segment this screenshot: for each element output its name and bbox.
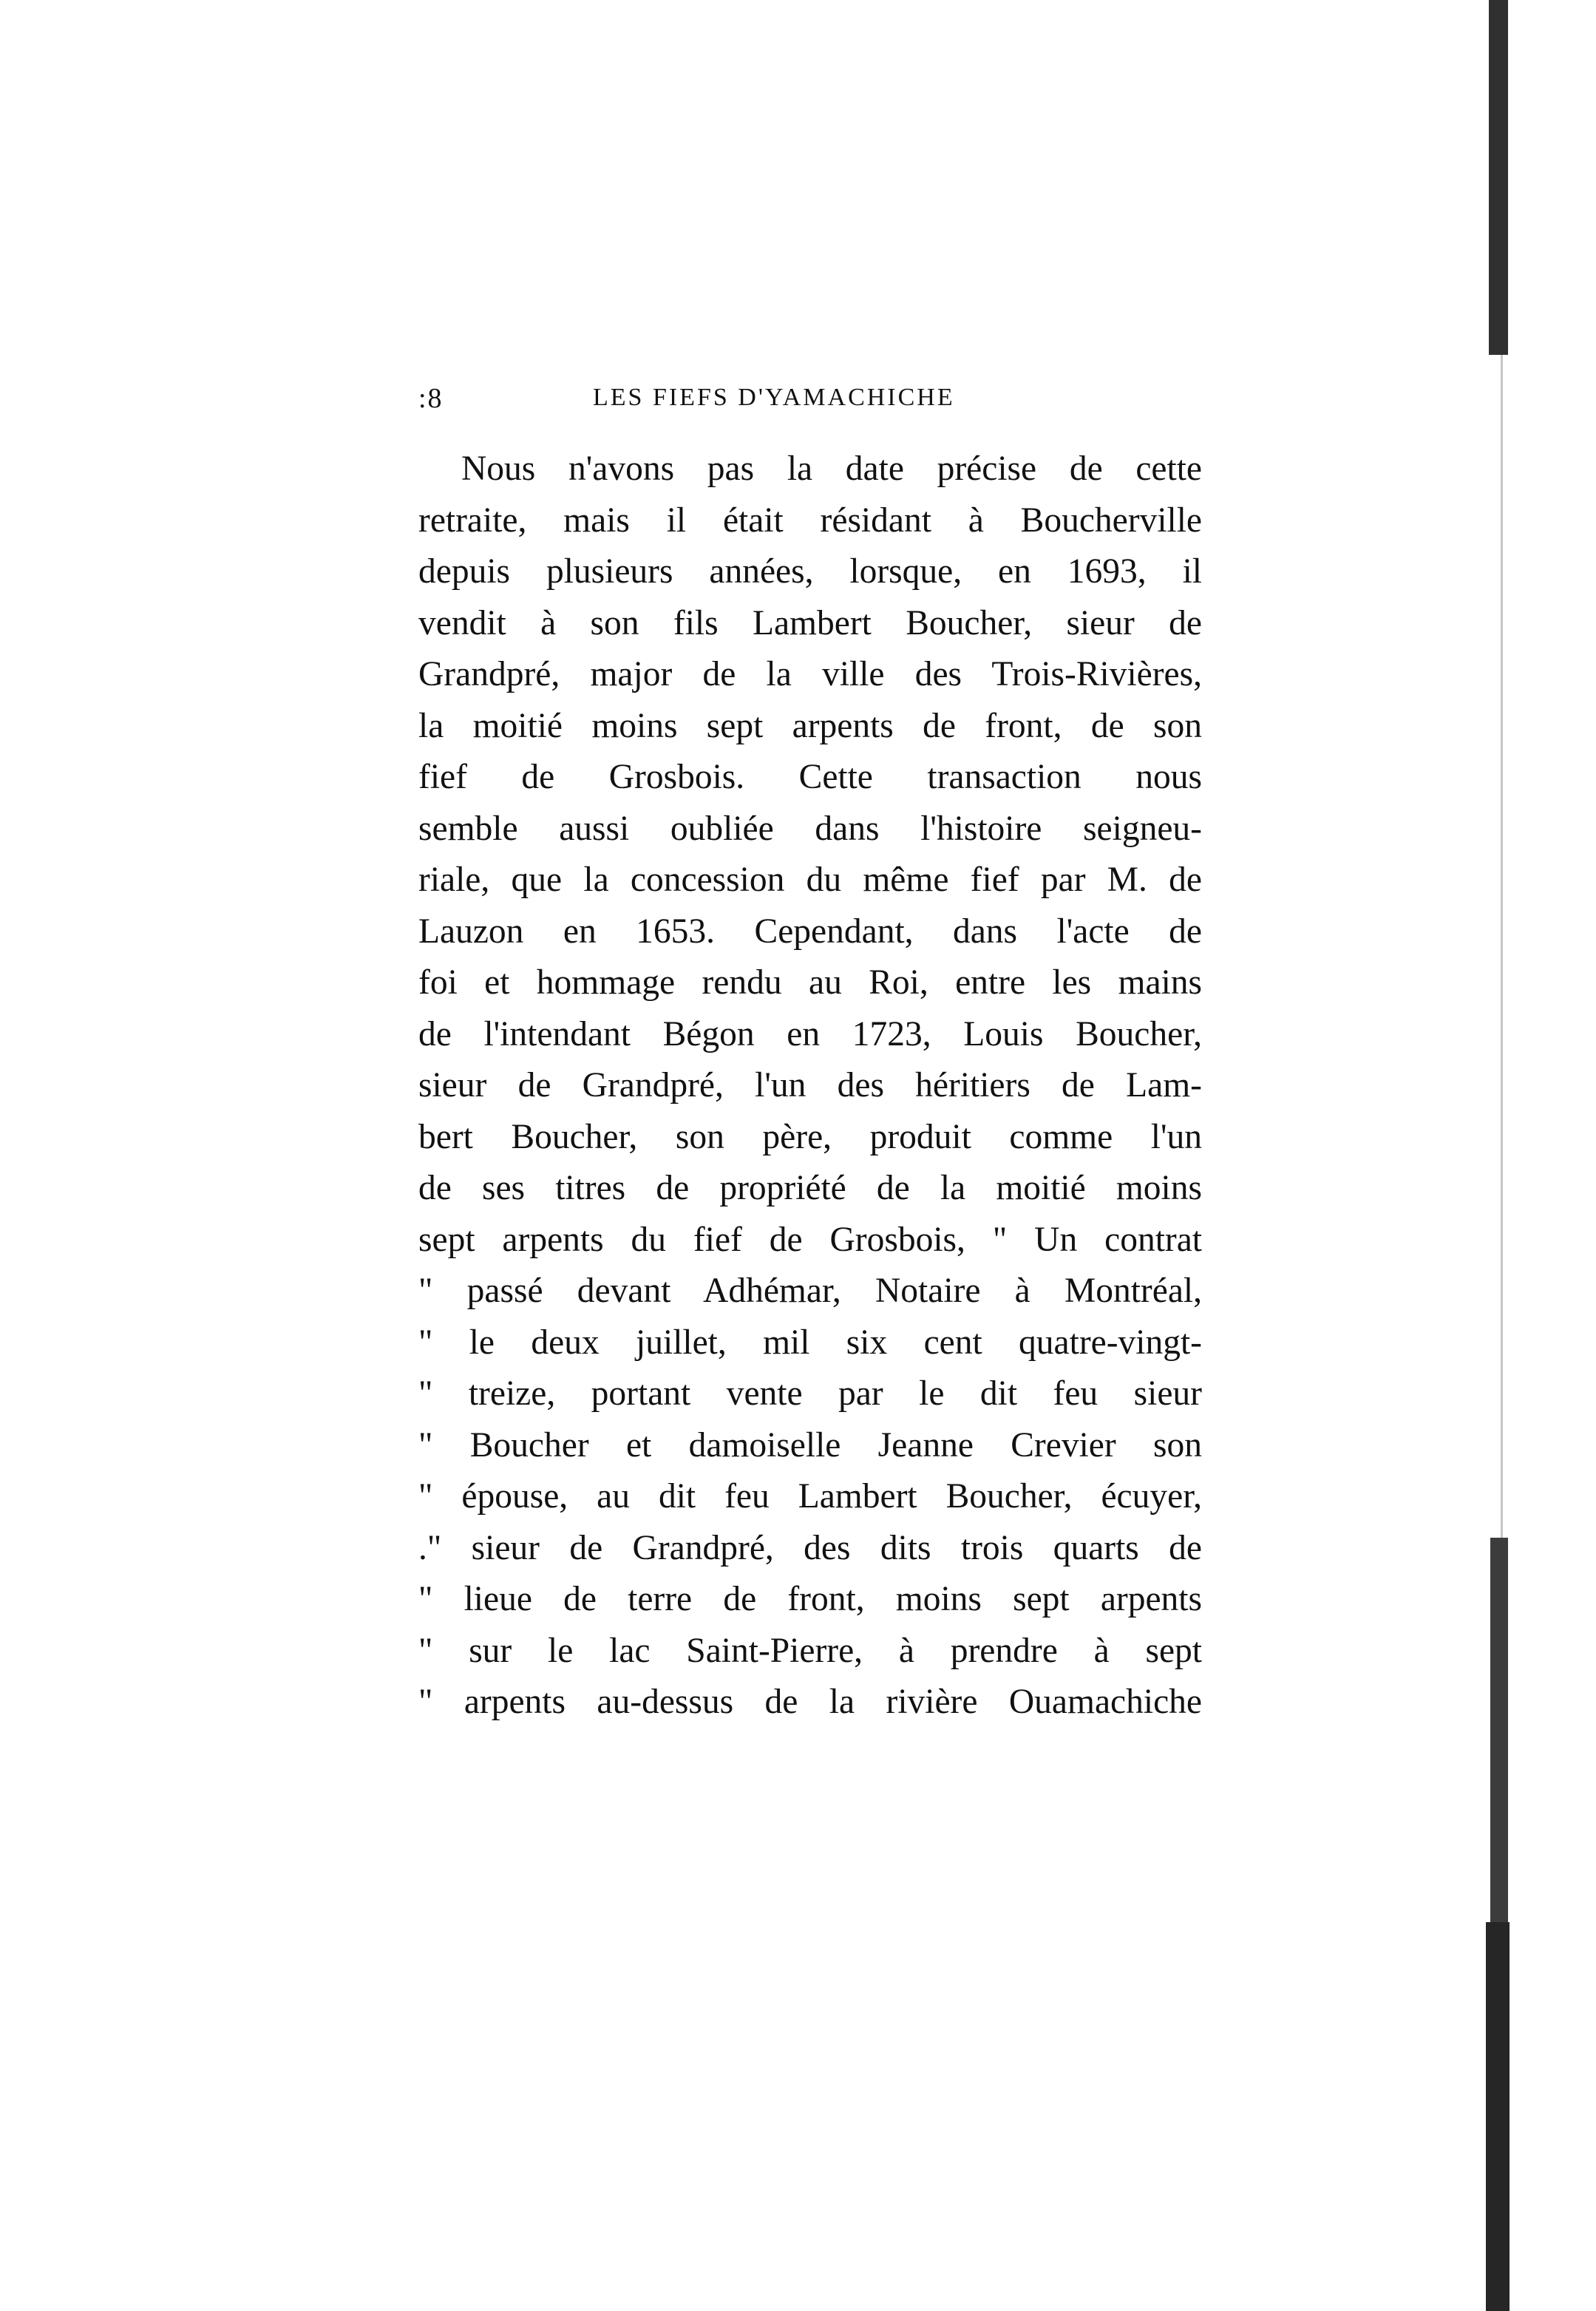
text-line: " treize, portant vente par le dit feu sieur <box>418 1374 1202 1413</box>
running-title: LES FIEFS D'YAMACHICHE <box>593 384 955 411</box>
text-line: " Boucher et damoiselle Jeanne Crevier son <box>418 1425 1202 1465</box>
text-line: " le deux juillet, mil six cent quatre-vingt- <box>418 1323 1202 1362</box>
running-head <box>418 382 1202 427</box>
text-line: ." sieur de Grandpré, des dits trois quarts de <box>418 1528 1202 1567</box>
edge-bar-mid <box>1490 1538 1508 1922</box>
text-line: vendit à son fils Lambert Boucher, sieur de <box>418 603 1202 642</box>
body-text <box>418 444 1202 1728</box>
text-line: semble aussi oubliée dans l'histoire seigneu- <box>418 809 1202 848</box>
scan-edge-shadow <box>1468 0 1512 2311</box>
text-line: " lieue de terre de front, moins sept arpents <box>418 1580 1202 1618</box>
text-line: depuis plusieurs années, lorsque, en 1693, il <box>418 552 1202 591</box>
text-line: retraite, mais il était résidant à Boucherville <box>418 500 1202 540</box>
text-line: riale, que la concession du même fief par M. de <box>418 861 1202 899</box>
text-line: " sur le lac Saint-Pierre, à prendre à sept <box>418 1631 1202 1670</box>
text-line: " épouse, au dit feu Lambert Boucher, écuyer, <box>418 1477 1202 1516</box>
text-line: de ses titres de propriété de la moitié moins <box>418 1169 1202 1207</box>
text-line: Nous n'avons pas la date précise de cette <box>461 449 1202 488</box>
edge-bar-bottom <box>1486 1922 1510 2311</box>
edge-hairline <box>1501 355 1503 1538</box>
text-line: " passé devant Adhémar, Notaire à Montréal, <box>418 1272 1202 1310</box>
text-line: fief de Grosbois. Cette transaction nous <box>418 758 1202 796</box>
text-line: de l'intendant Bégon en 1723, Louis Boucher, <box>418 1014 1202 1053</box>
edge-bar-top <box>1489 0 1508 355</box>
text-line: foi et hommage rendu au Roi, entre les mains <box>418 963 1202 1002</box>
text-line: sieur de Grandpré, l'un des héritiers de Lam- <box>418 1066 1202 1104</box>
text-line: Grandpré, major de la ville des Trois-Rivières, <box>418 655 1202 693</box>
text-line: bert Boucher, son père, produit comme l'un <box>418 1117 1202 1156</box>
text-line: " arpents au-dessus de la rivière Ouamachiche <box>418 1683 1202 1721</box>
text-line: Lauzon en 1653. Cependant, dans l'acte de <box>418 912 1202 951</box>
text-line: sept arpents du fief de Grosbois, " Un contrat <box>418 1220 1202 1259</box>
text-line: la moitié moins sept arpents de front, de son <box>418 706 1202 745</box>
page-number: :8 <box>418 383 444 414</box>
